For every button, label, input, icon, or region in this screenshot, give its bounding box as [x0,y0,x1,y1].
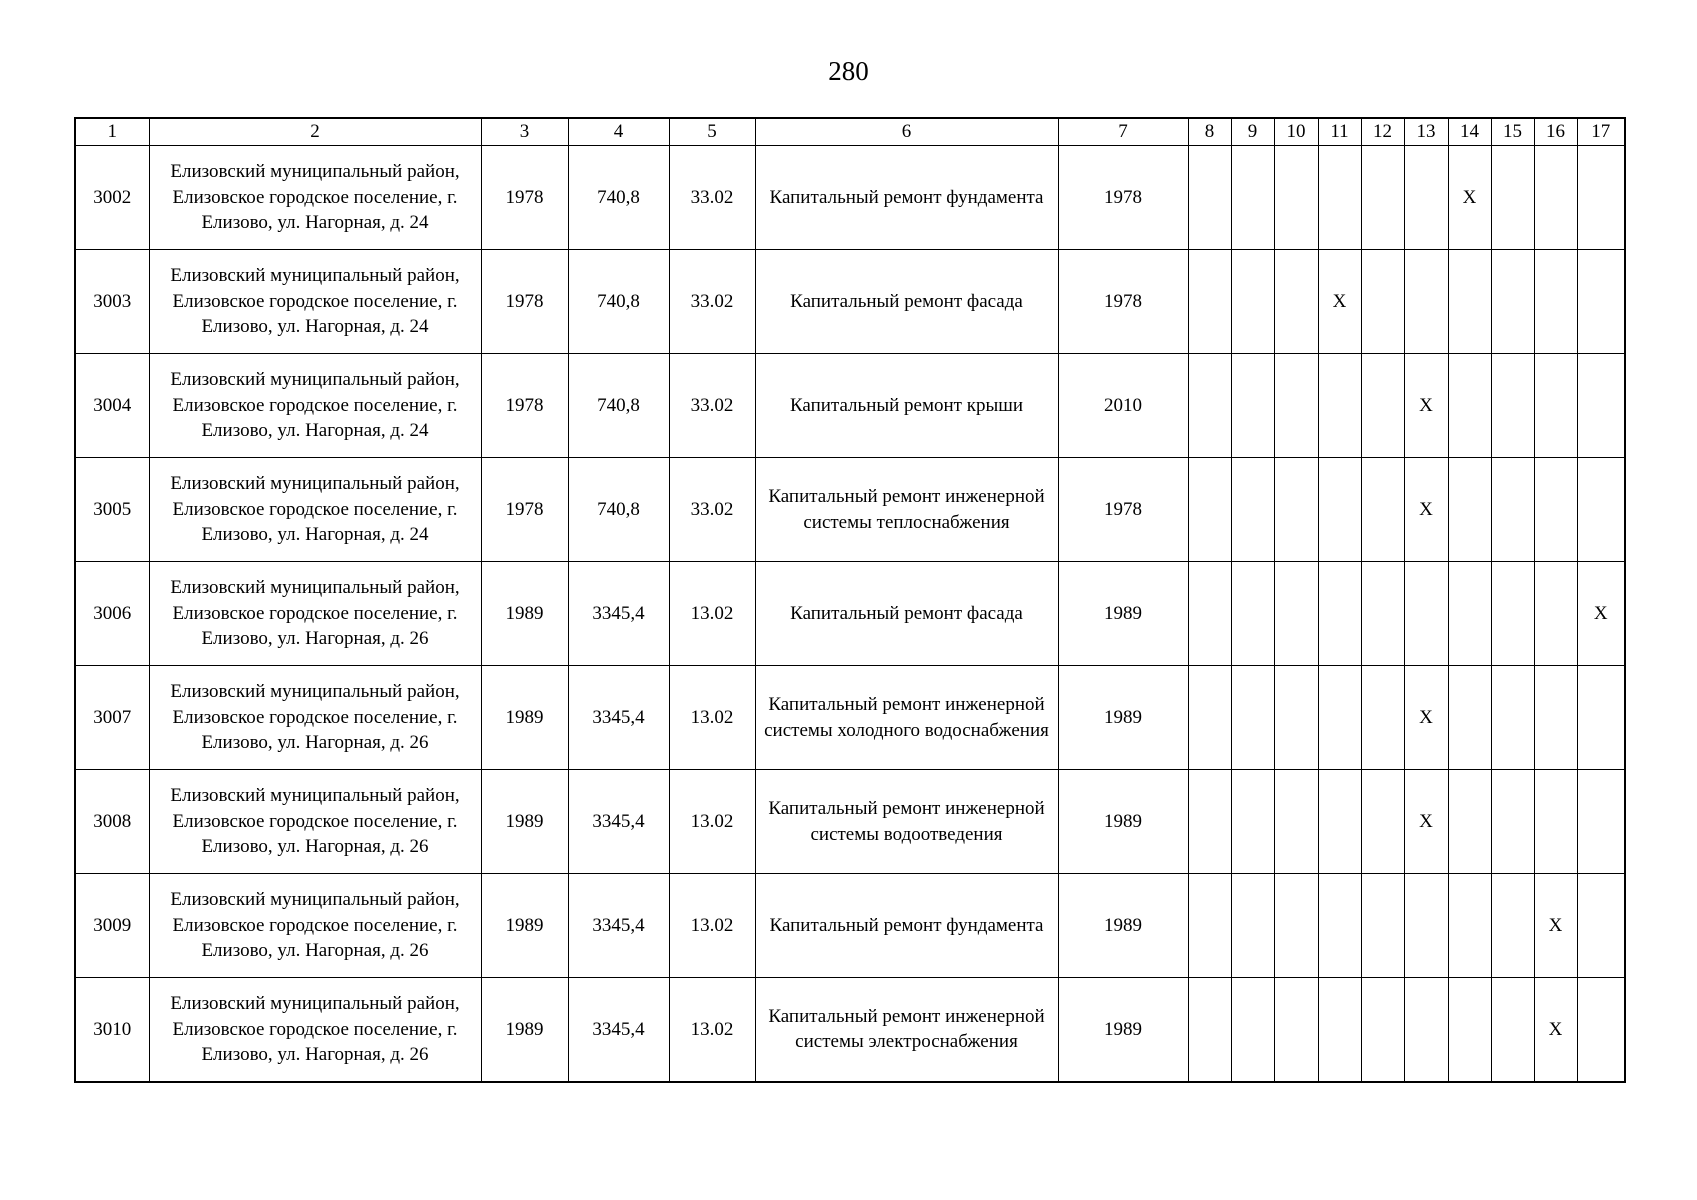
column-header-8: 8 [1188,118,1231,146]
address-cell: Елизовский муниципальный район, Елизовское городское поселение, г. Елизово, ул. Нагорная, д. 24 [149,250,481,354]
period-cell-9 [1231,666,1274,770]
period-cell-8 [1188,146,1231,250]
build-year-cell: 1978 [481,146,568,250]
work-type-cell: Капитальный ремонт инженерной системы электроснабжения [755,978,1058,1082]
period-cell-12 [1361,562,1404,666]
period-cell-14 [1448,562,1491,666]
row-id-cell: 3002 [75,146,149,250]
period-cell-10 [1274,458,1318,562]
build-year-cell: 1989 [481,562,568,666]
period-mark: Х [1448,146,1491,250]
area-cell: 3345,4 [568,770,669,874]
period-cell-10 [1274,978,1318,1082]
table-row [75,562,1625,666]
work-year-cell: 1989 [1058,874,1188,978]
address-cell: Елизовский муниципальный район, Елизовское городское поселение, г. Елизово, ул. Нагорная, д. 26 [149,562,481,666]
period-cell-9 [1231,146,1274,250]
period-cell-13 [1404,874,1448,978]
address-cell: Елизовский муниципальный район, Елизовское городское поселение, г. Елизово, ул. Нагорная, д. 26 [149,978,481,1082]
period-cell-9 [1231,458,1274,562]
period-cell-14 [1448,770,1491,874]
period-cell-10 [1274,354,1318,458]
period-cell-11 [1318,874,1361,978]
area-cell: 3345,4 [568,562,669,666]
period-cell-15 [1491,562,1534,666]
column-header-5: 5 [669,118,755,146]
period-mark: Х [1404,458,1448,562]
period-mark: Х [1404,770,1448,874]
period-cell-8 [1188,354,1231,458]
period-cell-14 [1448,978,1491,1082]
period-cell-12 [1361,250,1404,354]
capital-repair-table [74,117,1626,1083]
period-mark: Х [1534,874,1577,978]
column-header-12: 12 [1361,118,1404,146]
period-cell-11 [1318,770,1361,874]
period-cell-9 [1231,354,1274,458]
work-type-cell: Капитальный ремонт фундамента [755,146,1058,250]
period-cell-17 [1577,250,1625,354]
period-cell-10 [1274,562,1318,666]
period-cell-8 [1188,458,1231,562]
period-cell-15 [1491,146,1534,250]
build-year-cell: 1978 [481,458,568,562]
period-cell-8 [1188,562,1231,666]
period-mark: Х [1577,562,1625,666]
build-year-cell: 1978 [481,354,568,458]
table-row [75,770,1625,874]
code-cell: 13.02 [669,666,755,770]
period-cell-17 [1577,146,1625,250]
code-cell: 33.02 [669,250,755,354]
column-header-3: 3 [481,118,568,146]
table-row [75,250,1625,354]
code-cell: 33.02 [669,458,755,562]
period-cell-16 [1534,770,1577,874]
row-id-cell: 3006 [75,562,149,666]
period-cell-13 [1404,250,1448,354]
work-year-cell: 1989 [1058,978,1188,1082]
period-cell-14 [1448,874,1491,978]
column-header-17: 17 [1577,118,1625,146]
period-mark: Х [1534,978,1577,1082]
period-cell-17 [1577,874,1625,978]
period-cell-10 [1274,666,1318,770]
period-cell-16 [1534,250,1577,354]
work-year-cell: 1989 [1058,666,1188,770]
period-cell-16 [1534,458,1577,562]
period-cell-8 [1188,666,1231,770]
period-mark: Х [1404,666,1448,770]
row-id-cell: 3008 [75,770,149,874]
code-cell: 33.02 [669,354,755,458]
period-cell-11 [1318,146,1361,250]
period-cell-17 [1577,770,1625,874]
period-cell-15 [1491,770,1534,874]
row-id-cell: 3007 [75,666,149,770]
period-cell-12 [1361,458,1404,562]
period-cell-16 [1534,666,1577,770]
period-cell-9 [1231,250,1274,354]
column-header-10: 10 [1274,118,1318,146]
work-type-cell: Капитальный ремонт фундамента [755,874,1058,978]
period-cell-12 [1361,770,1404,874]
column-header-9: 9 [1231,118,1274,146]
column-header-7: 7 [1058,118,1188,146]
period-cell-9 [1231,978,1274,1082]
period-cell-9 [1231,874,1274,978]
work-type-cell: Капитальный ремонт фасада [755,250,1058,354]
code-cell: 13.02 [669,562,755,666]
column-header-4: 4 [568,118,669,146]
code-cell: 13.02 [669,874,755,978]
work-type-cell: Капитальный ремонт крыши [755,354,1058,458]
period-cell-14 [1448,666,1491,770]
area-cell: 3345,4 [568,978,669,1082]
period-cell-17 [1577,978,1625,1082]
area-cell: 3345,4 [568,874,669,978]
period-cell-11 [1318,458,1361,562]
area-cell: 740,8 [568,458,669,562]
address-cell: Елизовский муниципальный район, Елизовское городское поселение, г. Елизово, ул. Нагорная, д. 26 [149,874,481,978]
period-cell-11 [1318,978,1361,1082]
address-cell: Елизовский муниципальный район, Елизовское городское поселение, г. Елизово, ул. Нагорная, д. 26 [149,770,481,874]
column-header-13: 13 [1404,118,1448,146]
period-cell-14 [1448,354,1491,458]
period-cell-12 [1361,874,1404,978]
period-cell-12 [1361,666,1404,770]
period-cell-8 [1188,250,1231,354]
period-cell-12 [1361,354,1404,458]
period-cell-8 [1188,770,1231,874]
build-year-cell: 1989 [481,874,568,978]
period-cell-13 [1404,146,1448,250]
column-header-6: 6 [755,118,1058,146]
work-year-cell: 1989 [1058,562,1188,666]
area-cell: 740,8 [568,146,669,250]
period-mark: Х [1404,354,1448,458]
period-cell-13 [1404,562,1448,666]
build-year-cell: 1978 [481,250,568,354]
period-cell-8 [1188,874,1231,978]
period-cell-10 [1274,770,1318,874]
period-cell-16 [1534,354,1577,458]
address-cell: Елизовский муниципальный район, Елизовское городское поселение, г. Елизово, ул. Нагорная, д. 26 [149,666,481,770]
row-id-cell: 3003 [75,250,149,354]
address-cell: Елизовский муниципальный район, Елизовское городское поселение, г. Елизово, ул. Нагорная, д. 24 [149,146,481,250]
period-cell-15 [1491,978,1534,1082]
table-row [75,874,1625,978]
build-year-cell: 1989 [481,666,568,770]
column-header-16: 16 [1534,118,1577,146]
area-cell: 740,8 [568,250,669,354]
row-id-cell: 3004 [75,354,149,458]
row-id-cell: 3010 [75,978,149,1082]
period-cell-12 [1361,978,1404,1082]
build-year-cell: 1989 [481,978,568,1082]
period-cell-17 [1577,354,1625,458]
code-cell: 33.02 [669,146,755,250]
work-type-cell: Капитальный ремонт инженерной системы водоотведения [755,770,1058,874]
page-number: 280 [828,56,869,86]
column-header-11: 11 [1318,118,1361,146]
area-cell: 3345,4 [568,666,669,770]
period-cell-11 [1318,562,1361,666]
table-header-row [75,118,1625,146]
period-cell-13 [1404,978,1448,1082]
period-cell-9 [1231,770,1274,874]
work-year-cell: 1989 [1058,770,1188,874]
column-header-14: 14 [1448,118,1491,146]
period-cell-10 [1274,146,1318,250]
work-year-cell: 1978 [1058,458,1188,562]
code-cell: 13.02 [669,770,755,874]
period-cell-11 [1318,354,1361,458]
code-cell: 13.02 [669,978,755,1082]
period-cell-16 [1534,146,1577,250]
address-cell: Елизовский муниципальный район, Елизовское городское поселение, г. Елизово, ул. Нагорная, д. 24 [149,458,481,562]
column-header-2: 2 [149,118,481,146]
period-cell-14 [1448,250,1491,354]
period-cell-14 [1448,458,1491,562]
table-row [75,978,1625,1082]
table-row [75,666,1625,770]
table-row [75,146,1625,250]
table-row [75,354,1625,458]
period-cell-9 [1231,562,1274,666]
build-year-cell: 1989 [481,770,568,874]
period-cell-16 [1534,562,1577,666]
work-year-cell: 1978 [1058,250,1188,354]
period-cell-11 [1318,666,1361,770]
period-cell-15 [1491,666,1534,770]
period-cell-12 [1361,146,1404,250]
period-cell-15 [1491,250,1534,354]
work-year-cell: 1978 [1058,146,1188,250]
period-cell-17 [1577,458,1625,562]
period-cell-15 [1491,458,1534,562]
address-cell: Елизовский муниципальный район, Елизовское городское поселение, г. Елизово, ул. Нагорная, д. 24 [149,354,481,458]
period-cell-15 [1491,874,1534,978]
row-id-cell: 3009 [75,874,149,978]
work-year-cell: 2010 [1058,354,1188,458]
period-cell-17 [1577,666,1625,770]
period-cell-15 [1491,354,1534,458]
work-type-cell: Капитальный ремонт инженерной системы теплоснабжения [755,458,1058,562]
area-cell: 740,8 [568,354,669,458]
work-type-cell: Капитальный ремонт фасада [755,562,1058,666]
column-header-1: 1 [75,118,149,146]
period-cell-10 [1274,250,1318,354]
row-id-cell: 3005 [75,458,149,562]
period-cell-10 [1274,874,1318,978]
work-type-cell: Капитальный ремонт инженерной системы холодного водоснабжения [755,666,1058,770]
column-header-15: 15 [1491,118,1534,146]
period-mark: Х [1318,250,1361,354]
period-cell-8 [1188,978,1231,1082]
table-row [75,458,1625,562]
